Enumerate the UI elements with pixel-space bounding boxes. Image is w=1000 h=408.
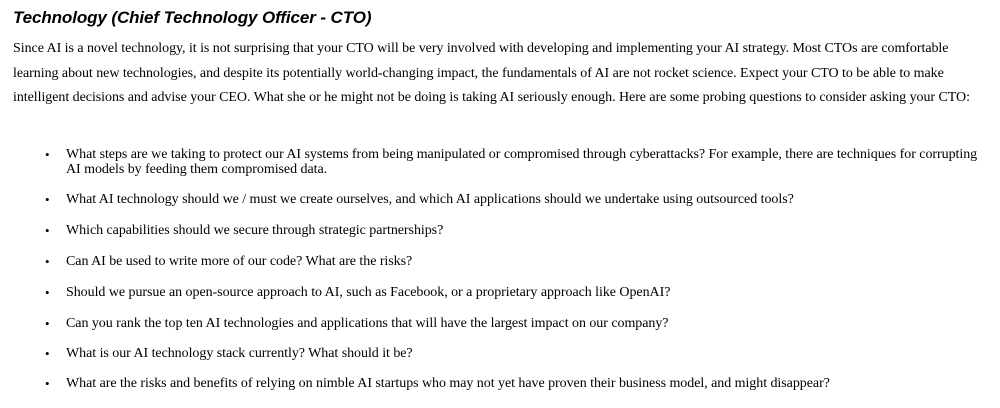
question-text: What AI technology should we / must we create ourselves, and which AI applications should we undertake using outsourced tools? <box>66 192 794 207</box>
bullet-icon: • <box>45 376 50 391</box>
bullet-icon: • <box>45 254 50 269</box>
question-text: Can you rank the top ten AI technologies and applications that will have the largest impact on our company? <box>66 316 669 331</box>
intro-paragraph: Since AI is a novel technology, it is not surprising that your CTO will be very involved with developing and implementing your AI strategy. Most CTOs are comfortable learning about new technologies, and despite its potentially world-changing impact, the fundamentals of AI are not rocket science. Expect your CTO to be able to make intelligent decisions and advise your CEO. What she or he might not be doing is taking AI seriously enough. Here are some probing questions to consider asking your CTO: <box>13 41 970 106</box>
question-text: Which capabilities should we secure through strategic partnerships? <box>66 223 444 238</box>
bullet-icon: • <box>45 147 50 162</box>
question-text: What is our AI technology stack currently? What should it be? <box>66 346 413 361</box>
section-heading: Technology (Chief Technology Officer - CTO) <box>13 8 372 27</box>
question-text: Can AI be used to write more of our code? What are the risks? <box>66 254 413 269</box>
question-text: What steps are we taking to protect our AI systems from being manipulated or compromised through cyberattacks? For example, there are techniques for corrupting AI models by feeding them compromised data. <box>66 147 978 177</box>
question-text: Should we pursue an open-source approach to AI, such as Facebook, or a proprietary approach like OpenAI? <box>66 285 671 300</box>
question-text: What are the risks and benefits of relying on nimble AI startups who may not yet have proven their business model, and might disappear? <box>66 376 830 391</box>
bullet-icon: • <box>45 192 50 207</box>
bullet-icon: • <box>45 346 50 361</box>
bullet-icon: • <box>45 285 50 300</box>
bullet-icon: • <box>45 316 50 331</box>
bullet-icon: • <box>45 223 50 238</box>
